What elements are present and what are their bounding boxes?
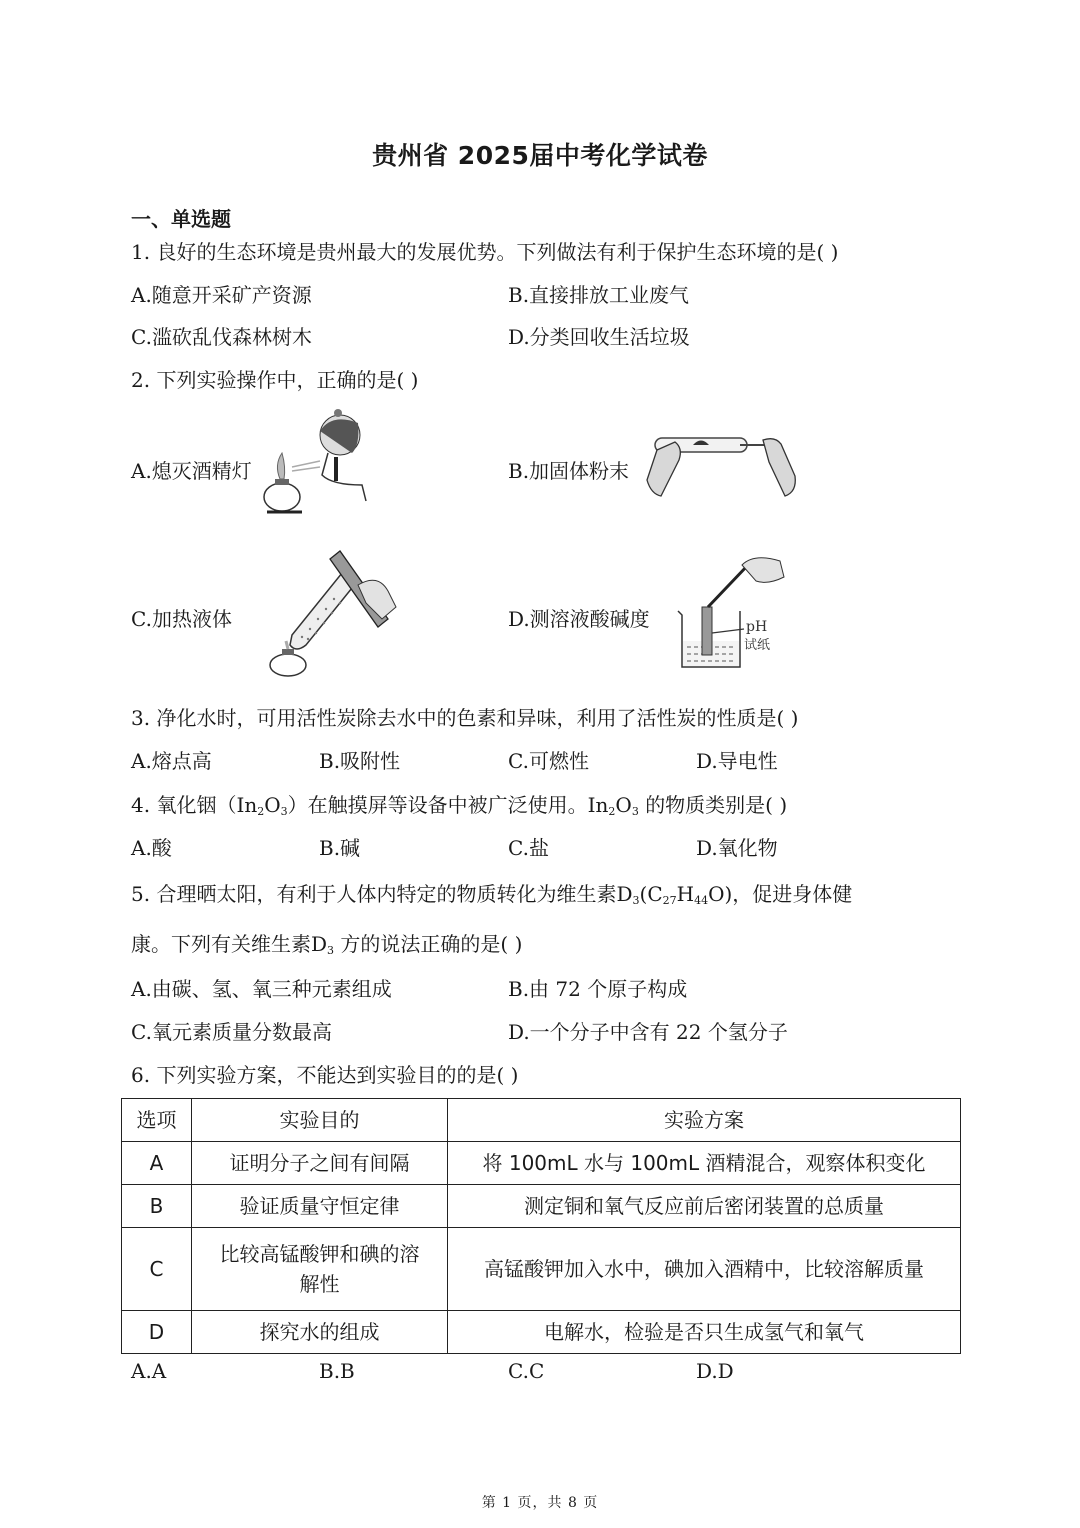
page-footer: 第 1 页，共 8 页: [481, 1495, 599, 1511]
table-cell: D: [122, 1311, 192, 1354]
q2-option-b[interactable]: B.加固体粉末: [508, 459, 630, 483]
test-paper-label: 试纸: [744, 638, 771, 653]
q2-option-c[interactable]: C.加热液体: [131, 607, 232, 631]
page-title: 贵州省 2025届中考化学试卷: [372, 141, 708, 170]
table-header-purpose: 实验目的: [192, 1099, 448, 1142]
q4-option-c[interactable]: C.盐: [508, 836, 549, 860]
table-row: [122, 1228, 961, 1311]
q5-option-b[interactable]: B.由 72 个原子构成: [508, 977, 688, 1001]
table-cell: 电解水，检验是否只生成氢气和氧气: [448, 1311, 961, 1354]
ph-test-paper-figure: [672, 555, 792, 675]
section-heading: 一、单选题: [131, 207, 231, 231]
table-row: [122, 1311, 961, 1354]
question-1-stem: 1. 良好的生态环境是贵州最大的发展优势。下列做法有利于保护生态环境的是( ): [131, 240, 839, 264]
q4-text-3: 的物质类别是( ): [645, 793, 788, 817]
q6-option-d[interactable]: D.D: [696, 1359, 734, 1383]
table-cell: C: [122, 1228, 192, 1311]
table-cell: 测定铜和氧气反应前后密闭装置的总质量: [448, 1185, 961, 1228]
table-cell: 将 100mL 水与 100mL 酒精混合，观察体积变化: [448, 1142, 961, 1185]
formula-d3: $D_3$: [616, 882, 640, 907]
q6-option-c[interactable]: C.C: [508, 1359, 545, 1383]
q6-option-b[interactable]: B.B: [319, 1359, 355, 1383]
table-cell: 证明分子之间有间隔: [192, 1142, 448, 1185]
table-row: [122, 1185, 961, 1228]
q6-option-a[interactable]: A.A: [131, 1359, 167, 1383]
q1-option-d[interactable]: D.分类回收生活垃圾: [508, 325, 690, 349]
heating-liquid-figure: [262, 545, 402, 680]
q3-option-c[interactable]: C.可燃性: [508, 749, 589, 773]
q2-option-a[interactable]: A.熄灭酒精灯: [131, 459, 252, 483]
question-5-stem-line1: 5. 合理晒太阳，有利于人体内特定的物质转化为维生素$D_3(C_{27}H_{44}O)$，促进身体健: [131, 882, 853, 907]
question-2-stem: 2. 下列实验操作中，正确的是( ): [131, 368, 419, 392]
experiment-table: [121, 1098, 961, 1354]
question-6-stem: 6. 下列实验方案，不能达到实验目的的是( ): [131, 1063, 519, 1087]
q3-option-a[interactable]: A.熔点高: [131, 749, 212, 773]
q5-option-d[interactable]: D.一个分子中含有 22 个氢分子: [508, 1020, 788, 1044]
table-cell: 比较高锰酸钾和碘的溶解性: [192, 1228, 448, 1311]
q4-text-1: 4. 氧化铟（: [131, 793, 237, 817]
formula-in2o3: $In_2O_3$: [587, 793, 639, 818]
q4-option-b[interactable]: B.碱: [319, 836, 361, 860]
table-row: [122, 1142, 961, 1185]
test-tube-powder-figure: [645, 430, 800, 505]
q2-option-d[interactable]: D.测溶液酸碱度: [508, 607, 650, 631]
q5-option-a[interactable]: A.由碳、氢、氧三种元素组成: [131, 977, 392, 1001]
q4-text-2: ）在触摸屏等设备中被广泛使用。: [287, 793, 588, 817]
q5-option-c[interactable]: C.氧元素质量分数最高: [131, 1020, 332, 1044]
table-header-plan: 实验方案: [448, 1099, 961, 1142]
table-cell: 探究水的组成: [192, 1311, 448, 1354]
q3-option-d[interactable]: D.导电性: [696, 749, 778, 773]
q1-option-a[interactable]: A.随意开采矿产资源: [131, 283, 312, 307]
q4-option-d[interactable]: D.氧化物: [696, 836, 778, 860]
q1-option-c[interactable]: C.滥砍乱伐森林树木: [131, 325, 312, 349]
formula-c27h44o: $C_{27}H_{44}O$: [647, 882, 725, 907]
table-header-option: 选项: [122, 1099, 192, 1142]
table-cell: A: [122, 1142, 192, 1185]
formula-d3: $D_3$: [311, 932, 335, 957]
q3-option-b[interactable]: B.吸附性: [319, 749, 401, 773]
table-cell: B: [122, 1185, 192, 1228]
q4-option-a[interactable]: A.酸: [131, 836, 172, 860]
table-cell: 高锰酸钾加入水中，碘加入酒精中，比较溶解质量: [448, 1228, 961, 1311]
question-5-stem-line2: 康。下列有关维生素$D_3$ 方的说法正确的是( ): [131, 932, 523, 957]
q1-option-b[interactable]: B.直接排放工业废气: [508, 283, 690, 307]
question-3-stem: 3. 净化水时，可用活性炭除去水中的色素和异味，利用了活性炭的性质是( ): [131, 706, 799, 730]
table-cell: 验证质量守恒定律: [192, 1185, 448, 1228]
alcohol-lamp-blowing-figure: [262, 405, 372, 523]
ph-label: pH: [746, 619, 768, 635]
formula-in2o3: $In_2O_3$: [236, 793, 288, 818]
question-4-stem: [131, 789, 787, 818]
